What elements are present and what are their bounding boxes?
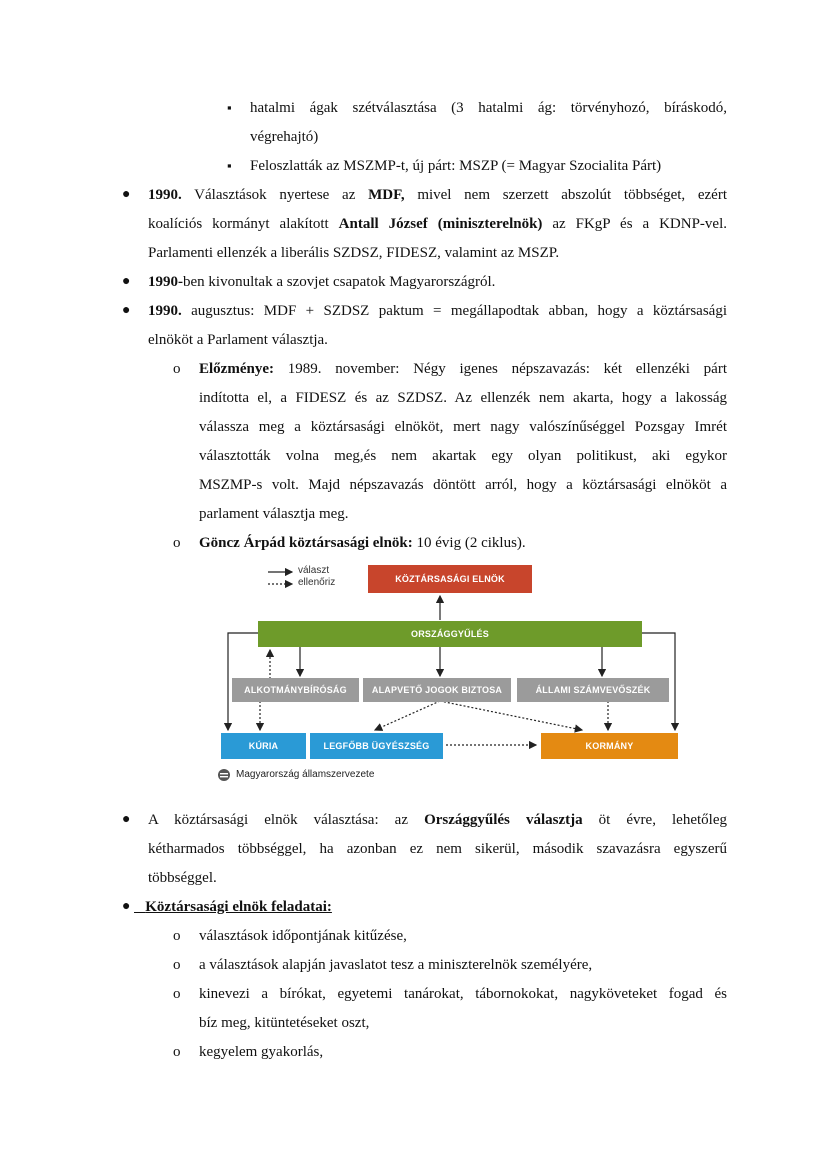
constitutional-court-box: ALKOTMÁNYBÍRÓSÁG	[232, 678, 359, 702]
bullet-dot: ●	[122, 899, 131, 914]
audit-office-box: ÁLLAMI SZÁMVEVŐSZÉK	[517, 678, 669, 702]
text-line: Parlamenti ellenzék a liberális SZDSZ, FIDESZ, valamint az MSZP.	[148, 245, 560, 261]
bullet-dot: ●	[122, 187, 131, 202]
text-line: választások időpontjának kitűzése,	[199, 928, 407, 944]
text-line: indította el, a FIDESZ és az SZDSZ. Az ellenzék nem akarta, hogy a lakosság	[199, 390, 727, 406]
text-line: választották volna meg,és nem akartak egy olyan politikust, aki egykor	[199, 448, 727, 464]
text-line: válassza meg a köztársasági elnököt, mert nagy valószínűséggel Pozsgay Imrét	[199, 419, 727, 435]
text-line: végrehajtó)	[250, 129, 319, 145]
text-line: parlament választja meg.	[199, 506, 349, 522]
text-line: 1990. Választások nyertese az MDF, mivel nem szerzett abszolút többséget, ezért	[148, 187, 727, 203]
president-box: KÖZTÁRSASÁGI ELNÖK	[368, 565, 532, 593]
section-heading: Köztársasági elnök feladatai:	[145, 899, 332, 915]
diagram-caption: Magyarország államszervezete	[236, 769, 375, 780]
bullet-dot: ●	[122, 303, 131, 318]
sub-bullet-o: o	[173, 957, 181, 973]
text-line: 1990-ben kivonultak a szovjet csapatok Magyarországról.	[148, 274, 496, 290]
text-line: Göncz Árpád köztársasági elnök: 10 évig (2 ciklus).	[199, 535, 526, 551]
text-line: koalíciós kormányt alakított Antall József (miniszterelnök) az FKgP és a KDNP-vel.	[148, 216, 728, 232]
sub-bullet-square: ▪	[227, 100, 232, 115]
sub-bullet-square: ▪	[227, 158, 232, 173]
text-line: elnököt a Parlament választja.	[148, 332, 328, 348]
text-line: Feloszlatták az MSZMP-t, új párt: MSZP (= Magyar Szocialita Párt)	[250, 158, 662, 174]
text-line: többséggel.	[148, 870, 217, 886]
government-box: KORMÁNY	[541, 733, 678, 759]
text-line: A köztársasági elnök választása: az Országgyűlés választja öt évre, lehetőleg	[148, 812, 727, 828]
prosecutor-box: LEGFŐBB ÜGYÉSZSÉG	[310, 733, 443, 759]
sub-bullet-o: o	[173, 1044, 181, 1060]
text-line: kinevezi a bírókat, egyetemi tanárokat, tábornokokat, nagyköveteket fogad és	[199, 986, 727, 1002]
text-line: MSZMP-s volt. Majd népszavazás döntött arról, hogy a köztársasági elnököt a	[199, 477, 727, 493]
text-line: Előzménye: 1989. november: Négy igenes népszavazás: két ellenzéki párt	[199, 361, 727, 377]
bullet-dot: ●	[122, 274, 131, 289]
sub-bullet-o: o	[173, 928, 181, 944]
parliament-box: ORSZÁGGYŰLÉS	[258, 621, 642, 647]
legend-solid-label: választ	[298, 565, 330, 576]
text-line: a választások alapján javaslatot tesz a miniszterelnök személyére,	[199, 957, 593, 973]
text-line: kegyelem gyakorlás,	[199, 1044, 324, 1060]
text-line: kétharmados többséggel, ha azonban ez nem sikerül, második szavazásra egyszerű	[148, 841, 727, 857]
text-line: 1990. augusztus: MDF + SZDSZ paktum = megállapodtak abban, hogy a köztársasági	[148, 303, 727, 319]
sub-bullet-o: o	[173, 986, 181, 1002]
sub-bullet-o: o	[173, 361, 181, 377]
ombudsman-box: ALAPVETŐ JOGOK BIZTOSA	[363, 678, 511, 702]
text-line: hatalmi ágak szétválasztása (3 hatalmi ág: törvényhozó, bíráskodó,	[250, 100, 727, 116]
state-structure-diagram	[210, 562, 690, 790]
bullet-dot: ●	[122, 812, 131, 827]
legend-dotted-label: ellenőriz	[298, 577, 336, 588]
sub-bullet-o: o	[173, 535, 181, 551]
text-line: bíz meg, kitüntetéseket oszt,	[199, 1015, 370, 1031]
kuria-box: KÚRIA	[221, 733, 306, 759]
